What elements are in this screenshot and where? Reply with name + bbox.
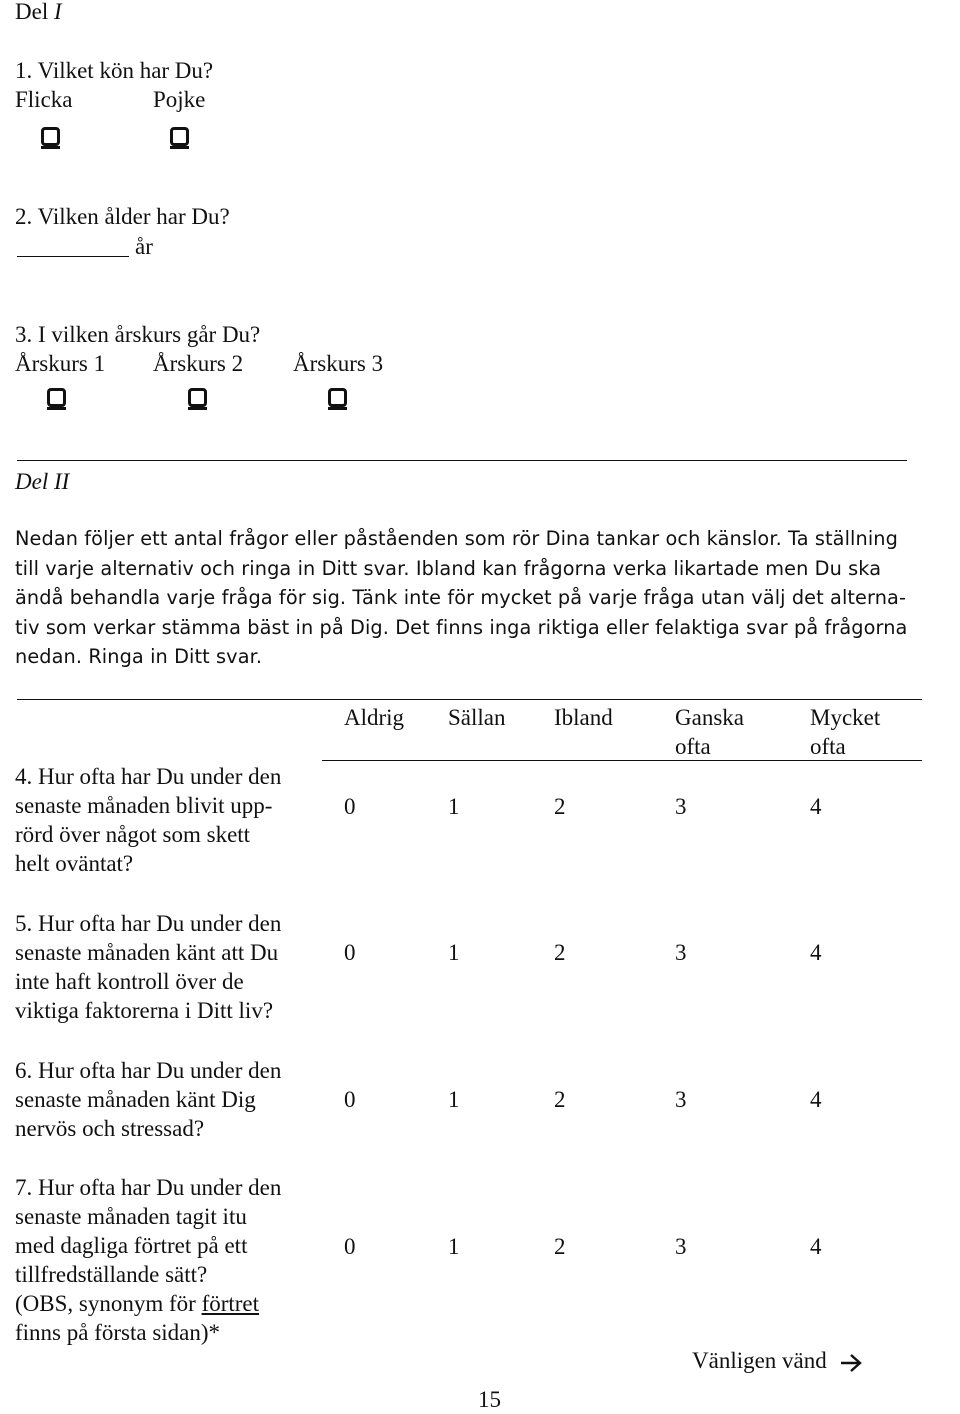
answer-option-2[interactable]: 2 xyxy=(554,1234,566,1259)
question-4 xyxy=(15,762,281,878)
question-7 xyxy=(15,1173,281,1347)
checkbox-flicka[interactable] xyxy=(41,127,60,146)
question-line: 6. Hur ofta har Du under den xyxy=(15,1058,282,1083)
question-line: viktiga faktorerna i Ditt liv? xyxy=(15,998,274,1023)
checkbox-arskurs-1[interactable] xyxy=(47,388,66,407)
answer-option-4[interactable]: 4 xyxy=(810,940,822,965)
note-underlined-word: förtret xyxy=(201,1291,260,1316)
scale-header-ibland: Ibland xyxy=(554,705,613,730)
question-line: senaste månaden tagit itu xyxy=(15,1204,247,1229)
instructions-paragraph xyxy=(15,524,960,672)
answer-option-0[interactable]: 0 xyxy=(344,1234,356,1259)
section-divider xyxy=(17,460,907,461)
scale-header-aldrig: Aldrig xyxy=(344,705,405,730)
answer-option-3[interactable]: 3 xyxy=(675,1087,687,1112)
question-line: med dagliga förtret på ett xyxy=(15,1233,248,1258)
instructions-line: tiv som verkar stämma bäst in på Dig. Det finns inga riktiga eller felaktiga svar på frågorna xyxy=(15,615,908,639)
question-line: nervös och stressad? xyxy=(15,1116,205,1141)
part2-heading-text: Del II xyxy=(15,469,70,494)
question-line: inte haft kontroll över de xyxy=(15,969,244,994)
instructions-line: ändå behandla varje fråga för sig. Tänk inte för mycket på varje fråga utan välj det alterna- xyxy=(15,586,907,610)
answer-option-1[interactable]: 1 xyxy=(448,794,460,819)
turn-page-text: Vänligen vänd xyxy=(692,1348,827,1373)
answer-option-2[interactable]: 2 xyxy=(554,940,566,965)
q1-question: 1. Vilket kön har Du? xyxy=(15,58,214,83)
scale-header-line: ofta xyxy=(810,734,846,759)
answer-option-2[interactable]: 2 xyxy=(554,794,566,819)
answer-option-1[interactable]: 1 xyxy=(448,940,460,965)
scale-header-line: Ganska xyxy=(675,705,744,730)
instructions-line: till varje alternativ och ringa in Ditt svar. Ibland kan frågorna verka likartade men Du ska xyxy=(15,556,882,580)
question-line: senaste månaden känt att Du xyxy=(15,940,279,965)
scale-header-line: ofta xyxy=(675,734,711,759)
scale-header-mycket xyxy=(810,703,880,761)
instructions-line: Nedan följer ett antal frågor eller påståenden som rör Dina tankar och känslor. Ta ställning xyxy=(15,527,898,550)
instructions-line: nedan. Ringa in Ditt svar. xyxy=(15,645,263,669)
answer-option-1[interactable]: 1 xyxy=(448,1087,460,1112)
scale-header-ganska xyxy=(675,703,744,761)
question-line: tillfredställande sätt? xyxy=(15,1262,208,1287)
question-line: senaste månaden blivit upp- xyxy=(15,793,273,818)
question-note-line2: finns på första sidan)* xyxy=(15,1320,221,1345)
part2-heading xyxy=(15,467,69,496)
page-number: 15 xyxy=(478,1387,501,1412)
answer-option-0[interactable]: 0 xyxy=(344,794,356,819)
scale-header-line: Mycket xyxy=(810,705,881,730)
q1-option-pojke: Pojke xyxy=(153,87,206,112)
answer-option-4[interactable]: 4 xyxy=(810,1087,822,1112)
checkbox-arskurs-2[interactable] xyxy=(188,388,207,407)
q3-option-arskurs-1: Årskurs 1 xyxy=(15,351,106,376)
answer-option-4[interactable]: 4 xyxy=(810,1234,822,1259)
question-line: rörd över något som skett xyxy=(15,822,251,847)
q1-option-flicka: Flicka xyxy=(15,87,73,112)
question-5 xyxy=(15,909,281,1025)
scale-header-sallan: Sällan xyxy=(448,705,506,730)
question-6 xyxy=(15,1056,281,1143)
question-line: 5. Hur ofta har Du under den xyxy=(15,911,282,936)
table-header-rule xyxy=(322,760,922,761)
question-line: helt oväntat? xyxy=(15,851,134,876)
answer-option-2[interactable]: 2 xyxy=(554,1087,566,1112)
table-top-rule xyxy=(17,699,922,700)
checkbox-arskurs-3[interactable] xyxy=(328,388,347,407)
age-answer-line[interactable] xyxy=(17,256,129,257)
arrow-right-icon xyxy=(839,1353,863,1373)
answer-option-4[interactable]: 4 xyxy=(810,794,822,819)
answer-option-0[interactable]: 0 xyxy=(344,1087,356,1112)
q3-option-arskurs-2: Årskurs 2 xyxy=(153,351,244,376)
question-line: 4. Hur ofta har Du under den xyxy=(15,764,282,789)
q2-unit: år xyxy=(135,234,153,259)
part1-heading xyxy=(15,0,62,26)
answer-option-3[interactable]: 3 xyxy=(675,940,687,965)
part1-heading-text: Del xyxy=(15,0,54,24)
question-line: senaste månaden känt Dig xyxy=(15,1087,256,1112)
answer-option-3[interactable]: 3 xyxy=(675,794,687,819)
answer-option-0[interactable]: 0 xyxy=(344,940,356,965)
q2-question: 2. Vilken ålder har Du? xyxy=(15,204,230,229)
part1-heading-numeral: I xyxy=(53,0,62,24)
question-line: 7. Hur ofta har Du under den xyxy=(15,1175,282,1200)
answer-option-1[interactable]: 1 xyxy=(448,1234,460,1259)
turn-page-note xyxy=(692,1346,863,1375)
q3-question: 3. I vilken årskurs går Du? xyxy=(15,322,261,347)
question-note xyxy=(15,1289,281,1318)
note-prefix: (OBS, synonym för xyxy=(15,1291,202,1316)
checkbox-pojke[interactable] xyxy=(170,127,189,146)
q3-option-arskurs-3: Årskurs 3 xyxy=(293,351,384,376)
answer-option-3[interactable]: 3 xyxy=(675,1234,687,1259)
